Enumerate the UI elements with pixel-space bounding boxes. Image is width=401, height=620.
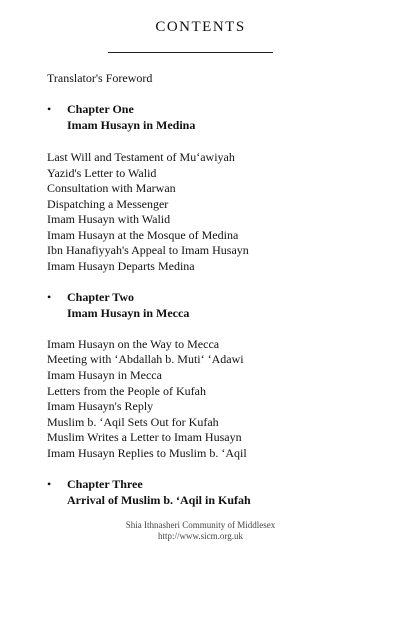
toc-entry[interactable]: Imam Husayn at the Mosque of Medina [47, 228, 239, 242]
chapter-one-number[interactable]: Chapter One [67, 102, 134, 116]
toc-entry[interactable]: Consultation with Marwan [47, 181, 176, 195]
page-title: CONTENTS [155, 19, 246, 35]
chapter-three-number[interactable]: Chapter Three [67, 477, 143, 491]
foreword-entry[interactable]: Translator's Foreword [47, 71, 153, 85]
title-underline [108, 52, 273, 53]
toc-entry[interactable]: Muslim b. ‘Aqil Sets Out for Kufah [47, 415, 219, 429]
toc-entry[interactable]: Imam Husayn on the Way to Mecca [47, 337, 220, 351]
toc-entry[interactable]: Imam Husayn Departs Medina [47, 259, 195, 273]
toc-entry[interactable]: Imam Husayn in Mecca [47, 368, 162, 382]
chapter-two-bullet: • [47, 290, 52, 304]
toc-entry[interactable]: Ibn Hanafiyyah's Appeal to Imam Husayn [47, 243, 249, 257]
footer-url[interactable]: http://www.sicm.org.uk [158, 531, 243, 541]
footer [0, 520, 401, 542]
chapter-three-bullet: • [47, 477, 52, 491]
chapter-two-title[interactable]: Imam Husayn in Mecca [67, 306, 190, 320]
toc-entry[interactable]: Yazid's Letter to Walid [47, 166, 157, 180]
toc-entry[interactable]: Last Will and Testament of Mu‘awiyah [47, 150, 235, 164]
chapter-one-title[interactable]: Imam Husayn in Medina [67, 118, 196, 132]
toc-entry[interactable]: Imam Husayn's Reply [47, 399, 154, 413]
toc-entry[interactable]: Letters from the People of Kufah [47, 384, 206, 398]
chapter-three-title[interactable]: Arrival of Muslim b. ‘Aqil in Kufah [67, 493, 251, 507]
footer-community: Shia Ithnasheri Community of Middlesex [125, 520, 276, 530]
toc-entry[interactable]: Meeting with ‘Abdallah b. Muti‘ ‘Adawi [47, 352, 244, 366]
toc-entry[interactable]: Muslim Writes a Letter to Imam Husayn [47, 430, 242, 444]
chapter-two-number[interactable]: Chapter Two [67, 290, 135, 304]
toc-entry[interactable]: Dispatching a Messenger [47, 197, 169, 211]
toc-entry[interactable]: Imam Husayn Replies to Muslim b. ‘Aqil [47, 446, 247, 460]
toc-entry[interactable]: Imam Husayn with Walid [47, 212, 171, 226]
chapter-one-bullet: • [47, 102, 52, 116]
